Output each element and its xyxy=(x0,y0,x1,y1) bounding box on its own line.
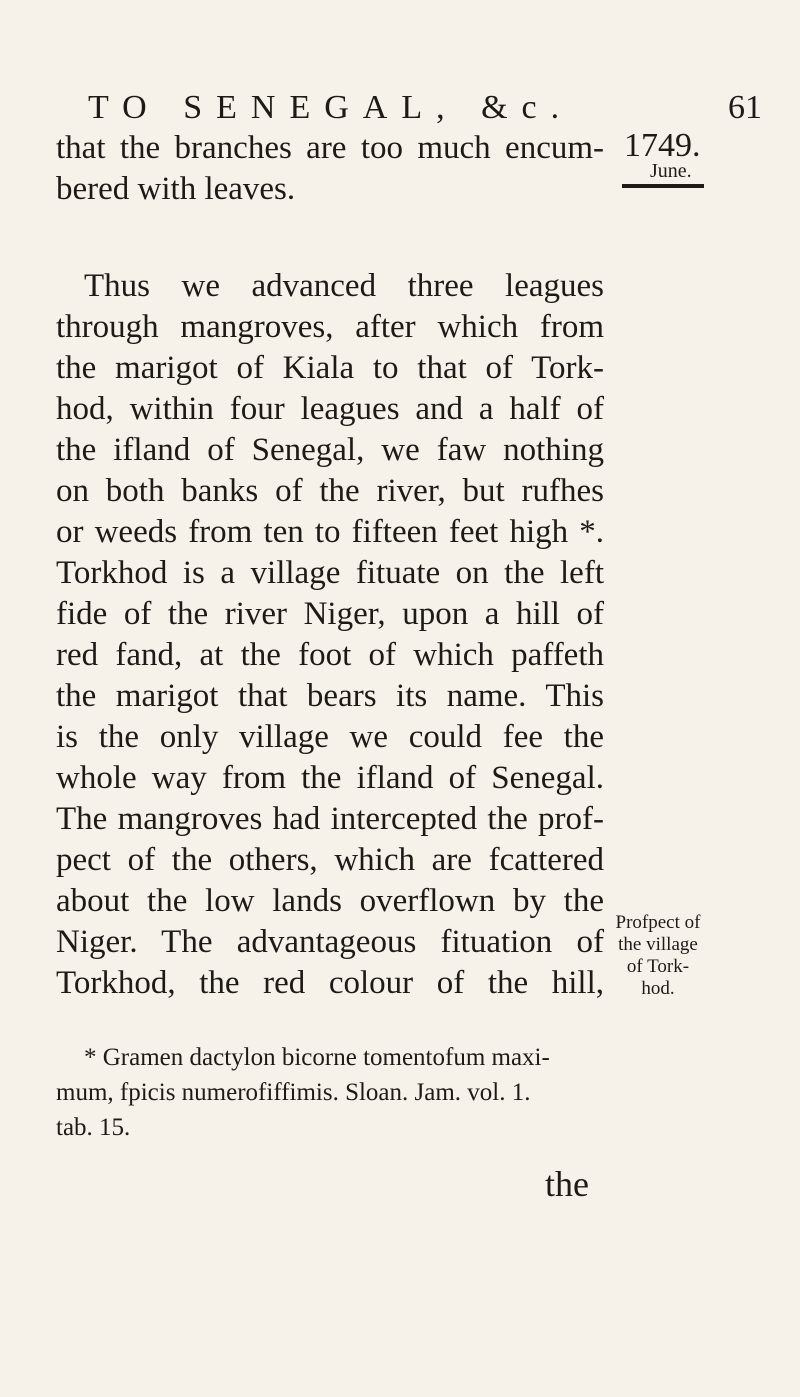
footnote-line: mum, fpicis numerofiffimis. Sloan. Jam. vol. 1. xyxy=(56,1079,531,1106)
body-line: Torkhod is a village fituate on the left xyxy=(56,555,604,591)
body-line: fide of the river Niger, upon a hill of xyxy=(56,596,604,632)
margin-note-line: hod. xyxy=(641,978,675,999)
margin-note-line: of Tork- xyxy=(626,956,690,977)
body-line: Thus we advanced three leagues xyxy=(84,268,604,304)
page-number: 61 xyxy=(728,89,762,126)
body-line: whole way from the ifland of Senegal. xyxy=(56,760,604,796)
body-line: Niger. The advantageous fituation of xyxy=(56,924,604,960)
body-line: through mangroves, after which from xyxy=(56,309,604,345)
body-line: on both banks of the river, but rufhes xyxy=(56,473,604,509)
body-line: red fand, at the foot of which paffeth xyxy=(56,637,604,673)
body-line: hod, within four leagues and a half of xyxy=(56,391,604,427)
body-line: the ifland of Senegal, we faw nothing xyxy=(56,432,604,468)
body-line: that the branches are too much encum- xyxy=(56,130,604,166)
margin-note-line: Profpect of xyxy=(615,912,701,933)
catchword: the xyxy=(545,1164,589,1204)
body-line: the marigot of Kiala to that of Tork- xyxy=(56,350,604,386)
footnote-line: tab. 15. xyxy=(56,1114,131,1141)
margin-note-line: the village xyxy=(618,934,698,955)
body-line: or weeds from ten to fifteen feet high *. xyxy=(56,514,604,550)
running-head: TO SENEGAL, &c. xyxy=(88,89,574,126)
body-line: pect of the others, which are fcattered xyxy=(56,842,604,878)
body-line: about the low lands overflown by the xyxy=(56,883,604,919)
body-line: The mangroves had intercepted the prof- xyxy=(56,801,604,837)
body-line: is the only village we could fee the xyxy=(56,719,604,755)
margin-year: 1749. xyxy=(624,127,701,164)
body-line: the marigot that bears its name. This xyxy=(56,678,604,714)
footnote-line: * Gramen dactylon bicorne tomentofum maxi- xyxy=(84,1044,550,1071)
margin-note xyxy=(608,912,708,1000)
body-line: Torkhod, the red colour of the hill, xyxy=(56,965,604,1001)
margin-month: June. xyxy=(650,160,692,182)
body-line: bered with leaves. xyxy=(56,171,296,207)
margin-rule xyxy=(622,184,704,188)
